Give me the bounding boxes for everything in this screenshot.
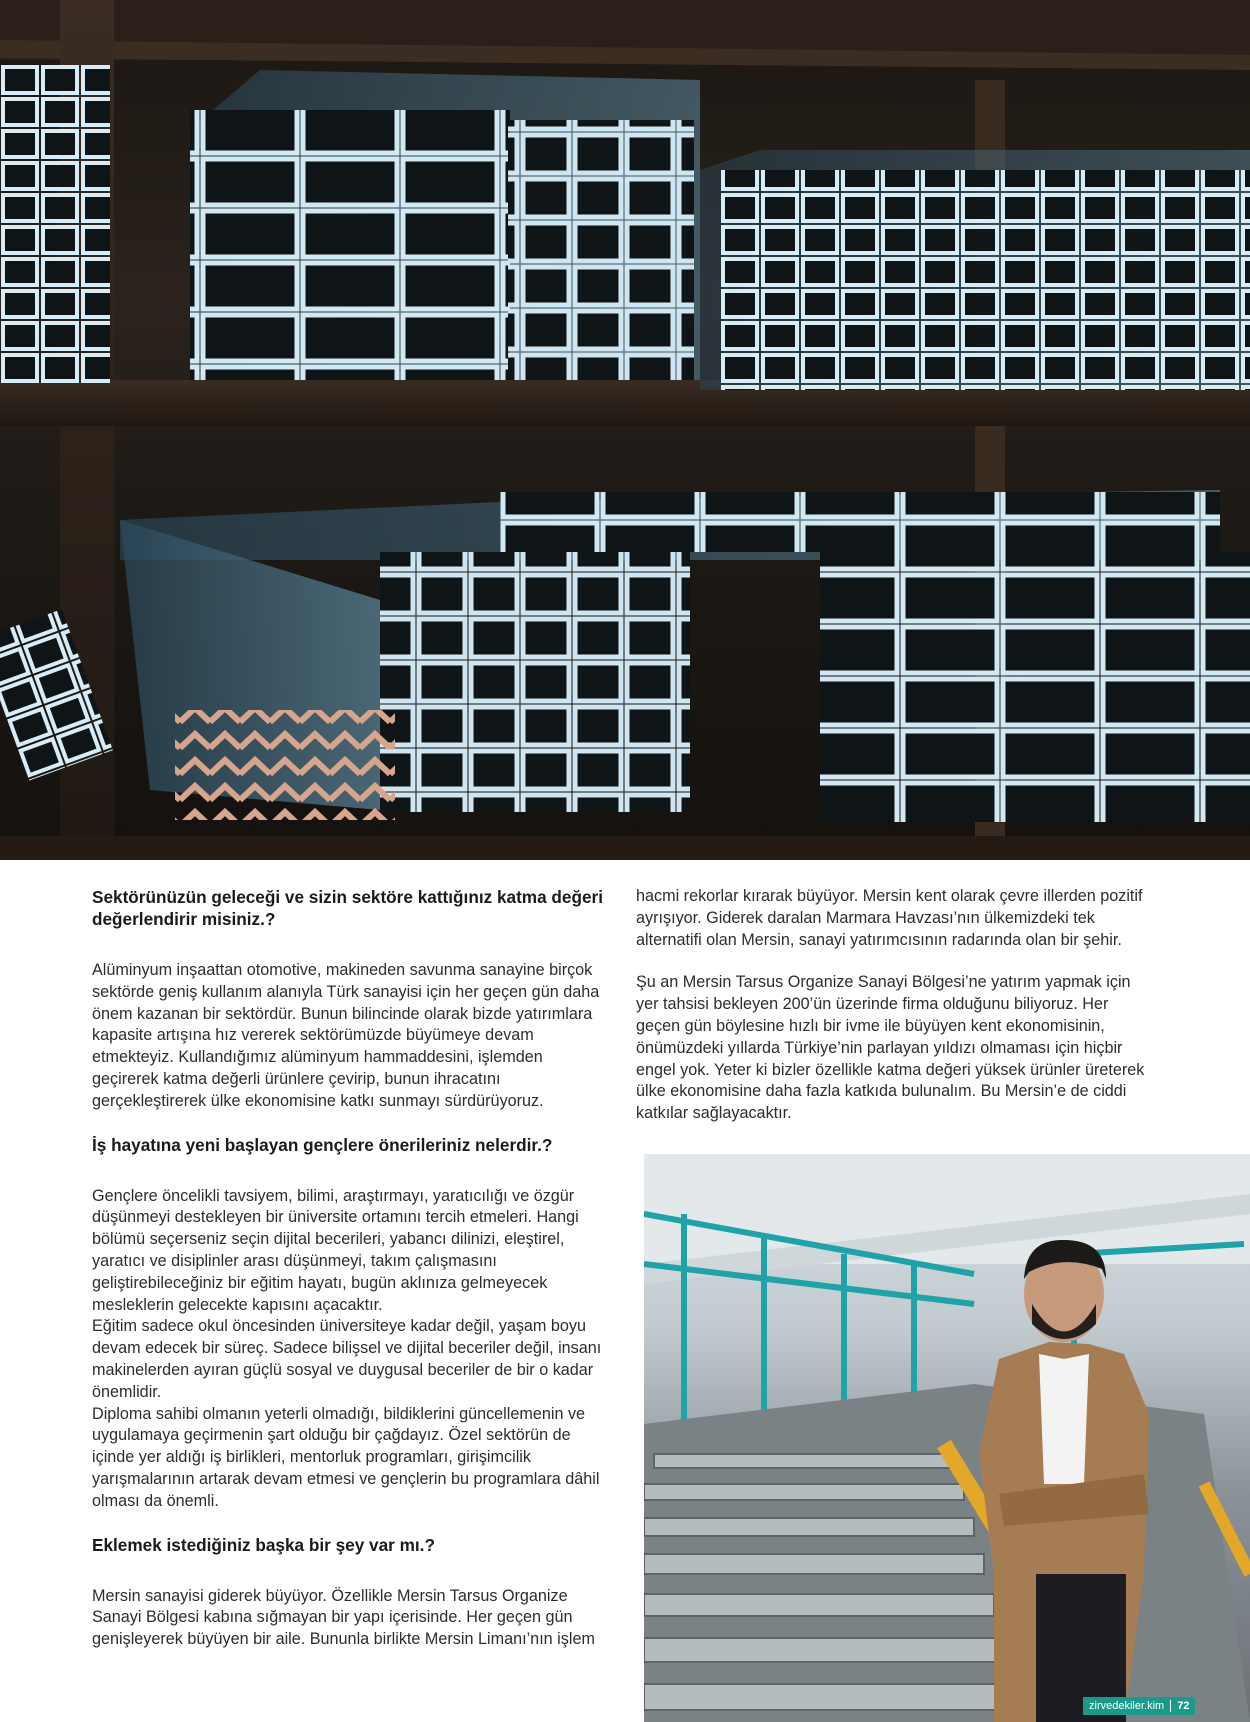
answer-3-paragraph-1-end: hacmi rekorlar kırarak büyüyor. Mersin kent olarak çevre illerden pozitif ayrışıyor. Giderek daralan Marmara Havzası’nın ülkemizdeki tek alternatifi olan Mersin, sanayi yatırımcısının radarında olan bir şehir.	[636, 887, 1143, 949]
steel-rack-illustration	[0, 0, 1250, 860]
answer-3-paragraph-1-start: Mersin sanayisi giderek büyüyor. Özellikle Mersin Tarsus Organize Sanayi Bölgesi kabına sığmayan bir yapı içerisinde. Her geçen gün genişleyerek büyüyen bir aile. Bununla birlikte Mersin Limanı’nın işlem	[92, 1586, 595, 1649]
question-3-heading: Eklemek istediğiniz başka bir şey var mı.?	[92, 1534, 435, 1555]
hero-photo-steel-profiles	[0, 0, 1250, 860]
site-name: zirvedekiler.kim	[1089, 1700, 1165, 1712]
answer-3-paragraph-2: Şu an Mersin Tarsus Organize Sanayi Bölgesi’ne yatırım yapmak için yer tahsisi bekleyen 200’ün üzerinde firma olduğunu biliyoruz. Her geçen gün böylesine hızlı bir ivme ile büyüyen kent ekonomisinin, önümüzdeki yıllarda Türkiye’nin parlayan yıldızı olmaması için hiçbir engel yok. Yeter ki bizler özellikle katma değeri yüksek ürünler üreterek ülke ekonomisine daha fazla katkıda bulunalım. Bu Mersin’e de ciddi katkılar sağlayacaktır.	[636, 973, 1145, 1123]
person-figure	[979, 1240, 1149, 1722]
answer-2-paragraph-3: Diploma sahibi olmanın yeterli olmadığı, bildiklerini güncellemenin ve uygulamaya geçirmenin şart olduğu bir çağdayız. Özel sektörün de içinde yer aldığı iş birlikleri, mentorluk programları, girişimcilik yarışmalarının artarak devam etmesi ve gençlerin bu programlara dâhil olması da önemli.	[92, 1404, 600, 1510]
question-1-heading: Sektörünüzün geleceği ve sizin sektöre kattığınız katma değeri değerlendirir misiniz.?	[92, 887, 604, 929]
question-2-heading: İş hayatına yeni başlayan gençlere önerileriniz nelerdir.?	[92, 1134, 553, 1155]
factory-floor-illustration	[644, 1154, 1250, 1722]
footer-separator	[1170, 1700, 1171, 1712]
answer-2-paragraph-2: Eğitim sadece okul öncesinden üniversiteye kadar değil, yaşam boyu devam edecek bir süreç. Sadece bilişsel ve dijital beceriler değil, insanı makinelerden ayıran güçlü sosyal ve duygusal beceriler de bir o kadar önemlidir.	[92, 1317, 602, 1401]
portrait-factory-photo	[636, 1146, 1250, 1722]
article-left-column	[92, 886, 612, 1651]
page-number: 72	[1177, 1700, 1190, 1712]
answer-1-paragraph: Alüminyum inşaattan otomotive, makineden savunma sanayine birçok sektörde geniş kullanım alanıyla Türk sanayisi için her geçen gün daha önem kazanan bir sektördür. Bunun bilincinde olarak bizde yatırımlara kapasite artışına hız vererek sektörümüzde büyümeye devam etmekteyiz. Kullandığımız alüminyum hammaddesini, işlemden geçirerek katma değerli ürünlere çevirip, bunun ihracatını gerçekleştirerek ülke ekonomisine katkı sunmayı sürdürüyoruz.	[92, 961, 600, 1110]
page-footer-tag	[1083, 1697, 1195, 1715]
article-right-column	[636, 886, 1156, 1125]
answer-2-paragraph-1: Gençlere öncelikli tavsiyem, bilimi, araştırmayı, yaratıcılığı ve özgür düşünmeyi destekleyen bir üniversite ortamını tercih etmeleri. Hangi bölümü seçerseniz seçin dijital becerileri, yabancı dilinizi, eleştirel, yaratıcı ve disiplinler arası düşünmeyi, takım çalışmasını geliştirebileceğiniz bir eğitim hayatı, bugün aklınıza gelmeyecek mesleklerin gelecekte kapısını açacaktır.	[92, 1186, 579, 1314]
